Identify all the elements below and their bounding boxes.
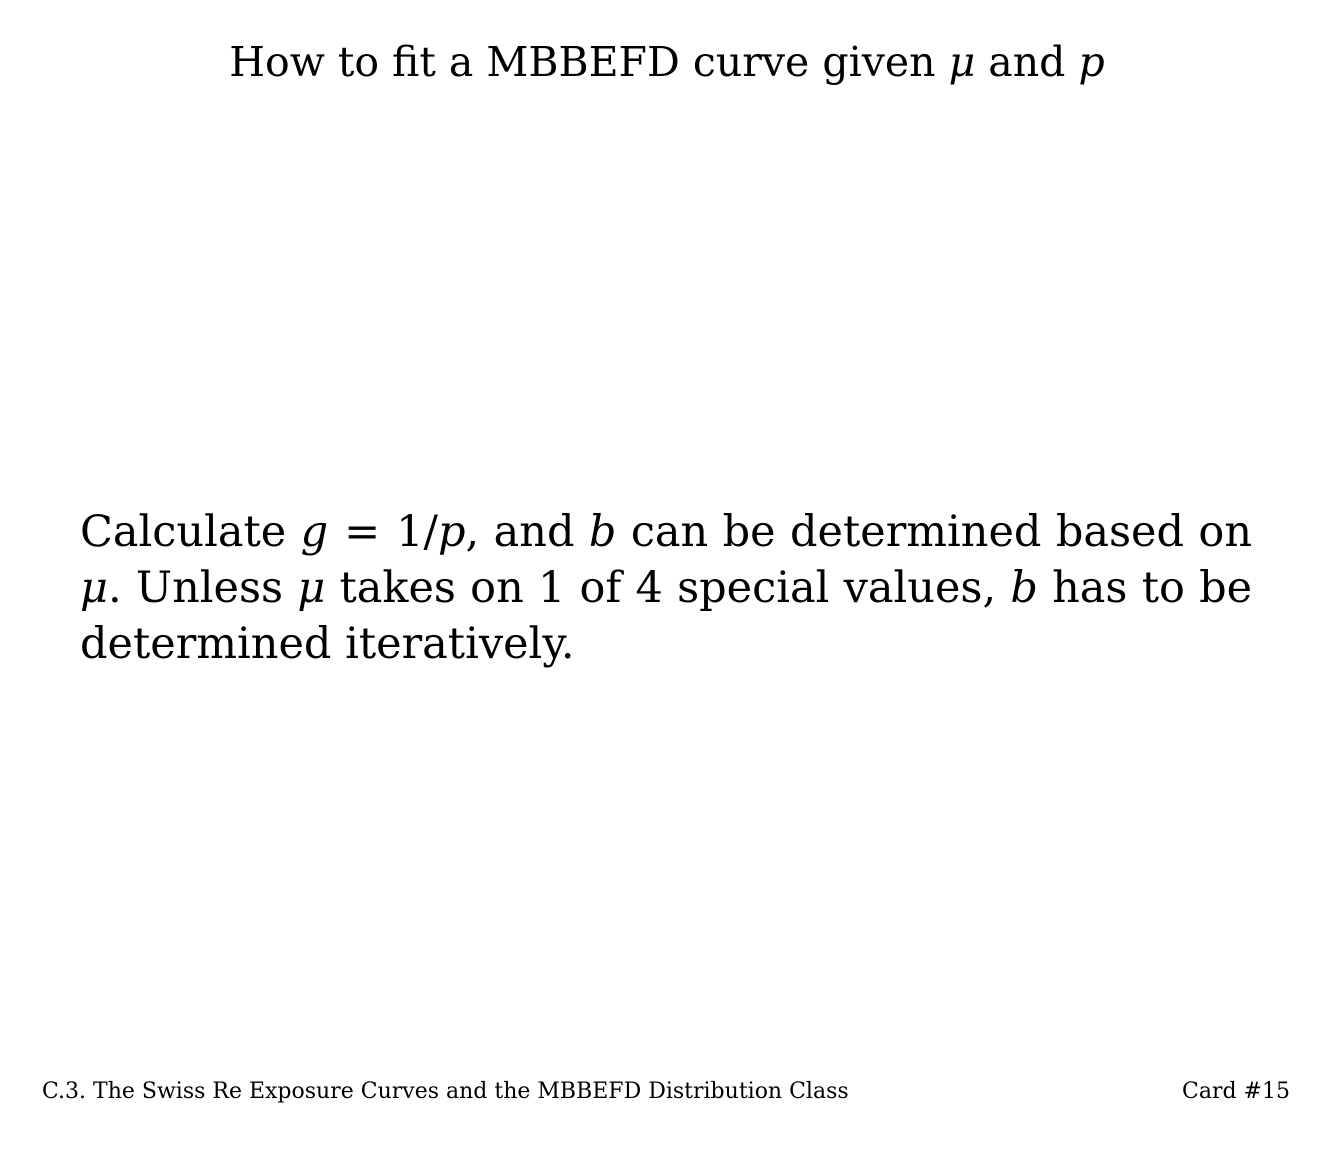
text-one-over: 1/: [396, 507, 439, 557]
card-body: [80, 505, 1252, 673]
var-p: p: [438, 507, 466, 557]
var-b: b: [588, 507, 617, 557]
footer-card-number: Card #15: [1182, 1079, 1290, 1104]
title-p-symbol: p: [1078, 38, 1105, 86]
text-special-values: takes on 1 of 4 special values,: [339, 562, 997, 613]
title-text: How to fit a MBBEFD curve given: [229, 38, 936, 86]
text-and: , and: [465, 507, 575, 557]
text-determined: can be determined based on: [630, 507, 1253, 557]
body-paragraph: [80, 505, 1252, 673]
var-mu-second: μ: [297, 562, 326, 613]
title-and: and: [988, 38, 1066, 86]
var-mu: μ: [80, 562, 108, 613]
card-title: [0, 38, 1334, 87]
text-calculate: Calculate: [80, 507, 287, 557]
equals-sign: =: [344, 507, 381, 557]
title-mu-symbol: μ: [948, 38, 976, 86]
footer-section-title: C.3. The Swiss Re Exposure Curves and the MBBEFD Distribution Class: [42, 1079, 849, 1104]
var-b-second: b: [1010, 562, 1038, 613]
var-g: g: [300, 507, 329, 557]
text-iteratively: has to be determined iteratively.: [80, 562, 1253, 669]
text-unless: . Unless: [107, 562, 284, 613]
